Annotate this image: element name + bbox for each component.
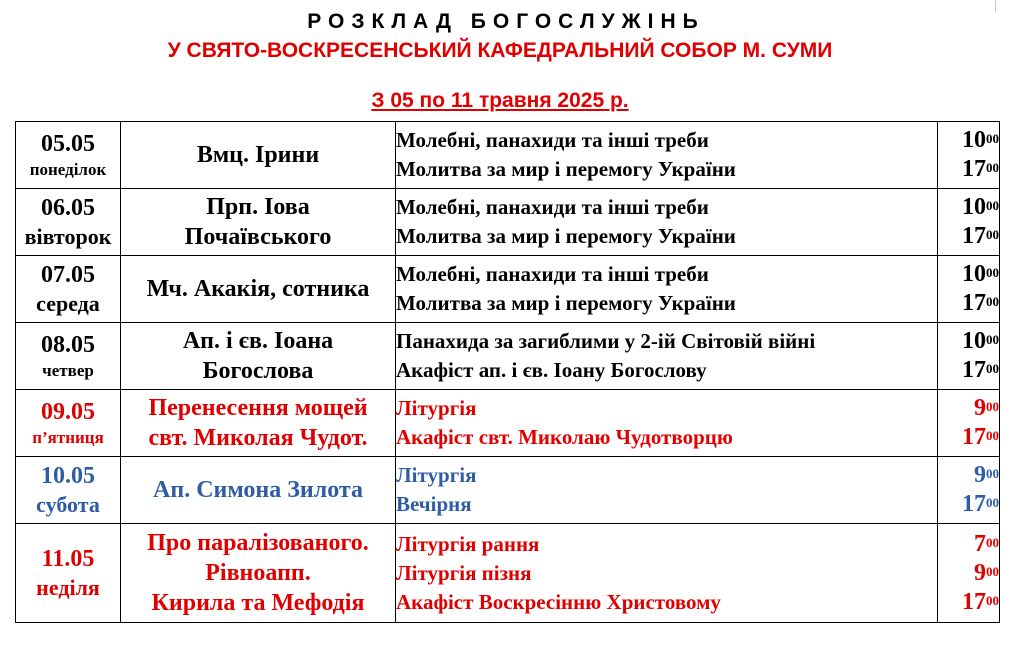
service-line: Молебні, панахиди та інші треби xyxy=(396,195,709,219)
times-cell xyxy=(938,122,1000,189)
service-line: Панахида за загиблими у 2-ій Світовій війні xyxy=(396,329,816,353)
times-cell xyxy=(938,256,1000,323)
service-time: $10^{00}$ xyxy=(962,194,999,220)
service-time: $10^{00}$ xyxy=(962,261,999,287)
date-cell xyxy=(16,457,121,524)
schedule-row xyxy=(16,524,1000,623)
service-line: Молитва за мир і перемогу України xyxy=(396,291,736,315)
schedule-title: РОЗКЛАД БОГОСЛУЖІНЬ xyxy=(307,10,705,33)
cathedral-subtitle: У СВЯТО-ВОСКРЕСЕНСЬКИЙ КАФЕДРАЛЬНИЙ СОБОР М. СУМИ xyxy=(167,39,833,62)
services-cell xyxy=(396,323,938,390)
feast-line: Перенесення мощей xyxy=(148,395,368,421)
services-cell xyxy=(396,457,938,524)
service-line: Акафіст Воскресінню Христовому xyxy=(396,589,721,614)
service-time: $17^{00}$ xyxy=(962,223,999,249)
services-cell xyxy=(396,122,938,189)
weekday-label: субота xyxy=(36,491,100,517)
service-time: $17^{00}$ xyxy=(962,290,999,316)
schedule-row xyxy=(16,256,1000,323)
feast-line: Вмц. Ірини xyxy=(196,142,320,168)
feast-line: Мч. Акакія, сотника xyxy=(146,276,370,302)
service-time: $7^{00}$ xyxy=(974,530,999,557)
service-line: Молебні, панахиди та інші треби xyxy=(396,262,709,286)
feast-line: Про паралізованого. xyxy=(147,530,369,556)
feast-line: Ап. і єв. Іоана xyxy=(182,328,334,354)
service-time: $17^{00}$ xyxy=(962,588,999,615)
services-cell xyxy=(396,189,938,256)
weekday-label: вівторок xyxy=(24,223,112,249)
date-cell xyxy=(16,524,121,623)
date-number: 10.05 xyxy=(41,462,95,489)
times-cell xyxy=(938,390,1000,457)
service-line: Акафіст ап. і єв. Іоану Богослову xyxy=(396,358,707,382)
feast-cell xyxy=(121,390,396,457)
feast-cell xyxy=(121,189,396,256)
schedule-row xyxy=(16,390,1000,457)
services-cell xyxy=(396,524,938,623)
weekday-label: четвер xyxy=(42,361,94,380)
service-time: $9^{00}$ xyxy=(974,395,999,421)
weekday-label: неділя xyxy=(36,574,100,600)
schedule-period: З 05 по 11 травня 2025 р. xyxy=(371,89,629,112)
service-line: Молитва за мир і перемогу України xyxy=(396,157,736,181)
service-time: $17^{00}$ xyxy=(962,357,999,383)
schedule-table xyxy=(15,121,1000,623)
service-time: $17^{00}$ xyxy=(962,491,999,517)
schedule-row xyxy=(16,457,1000,524)
feast-line: Рівноапп. xyxy=(205,560,311,586)
weekday-label: п’ятниця xyxy=(32,428,104,447)
feast-line: свт. Миколая Чудот. xyxy=(148,425,368,451)
service-line: Літургія пізня xyxy=(396,560,532,585)
times-cell xyxy=(938,457,1000,524)
feast-line: Почаївського xyxy=(184,224,332,250)
date-number: 05.05 xyxy=(41,131,95,157)
service-time: $9^{00}$ xyxy=(974,559,999,586)
weekday-label: понеділок xyxy=(29,160,107,179)
service-time: $10^{00}$ xyxy=(962,328,999,354)
service-time: $17^{00}$ xyxy=(962,156,999,182)
services-cell xyxy=(396,256,938,323)
feast-line: Ап. Симона Зилота xyxy=(153,477,363,503)
date-number: 07.05 xyxy=(41,261,95,288)
feast-cell xyxy=(121,122,396,189)
service-time: $17^{00}$ xyxy=(962,424,999,450)
service-line: Молитва за мир і перемогу України xyxy=(396,224,736,248)
service-time: $10^{00}$ xyxy=(962,127,999,153)
date-cell xyxy=(16,256,121,323)
weekday-label: середа xyxy=(36,290,100,316)
feast-cell xyxy=(121,524,396,623)
date-cell xyxy=(16,122,121,189)
date-number: 08.05 xyxy=(41,332,95,358)
date-number: 11.05 xyxy=(41,545,95,572)
service-line: Літургія xyxy=(396,463,477,487)
services-cell xyxy=(396,390,938,457)
date-cell xyxy=(16,189,121,256)
service-time: $9^{00}$ xyxy=(974,462,999,488)
service-line: Літургія xyxy=(396,396,477,420)
service-line: Вечірня xyxy=(396,492,472,516)
feast-line: Богослова xyxy=(202,358,314,384)
service-line: Літургія рання xyxy=(396,531,540,556)
date-number: 06.05 xyxy=(41,194,95,221)
schedule-row xyxy=(16,122,1000,189)
feast-cell xyxy=(121,256,396,323)
times-cell xyxy=(938,323,1000,390)
date-number: 09.05 xyxy=(41,399,95,425)
feast-line: Кирила та Мефодія xyxy=(151,590,365,616)
times-cell xyxy=(938,189,1000,256)
schedule-row xyxy=(16,189,1000,256)
date-cell xyxy=(16,390,121,457)
feast-cell xyxy=(121,457,396,524)
service-line: Акафіст свт. Миколаю Чудотворцю xyxy=(396,425,733,449)
date-cell xyxy=(16,323,121,390)
feast-line: Прп. Іова xyxy=(206,194,310,220)
times-cell xyxy=(938,524,1000,623)
service-line: Молебні, панахиди та інші треби xyxy=(396,128,709,152)
feast-cell xyxy=(121,323,396,390)
schedule-row xyxy=(16,323,1000,390)
